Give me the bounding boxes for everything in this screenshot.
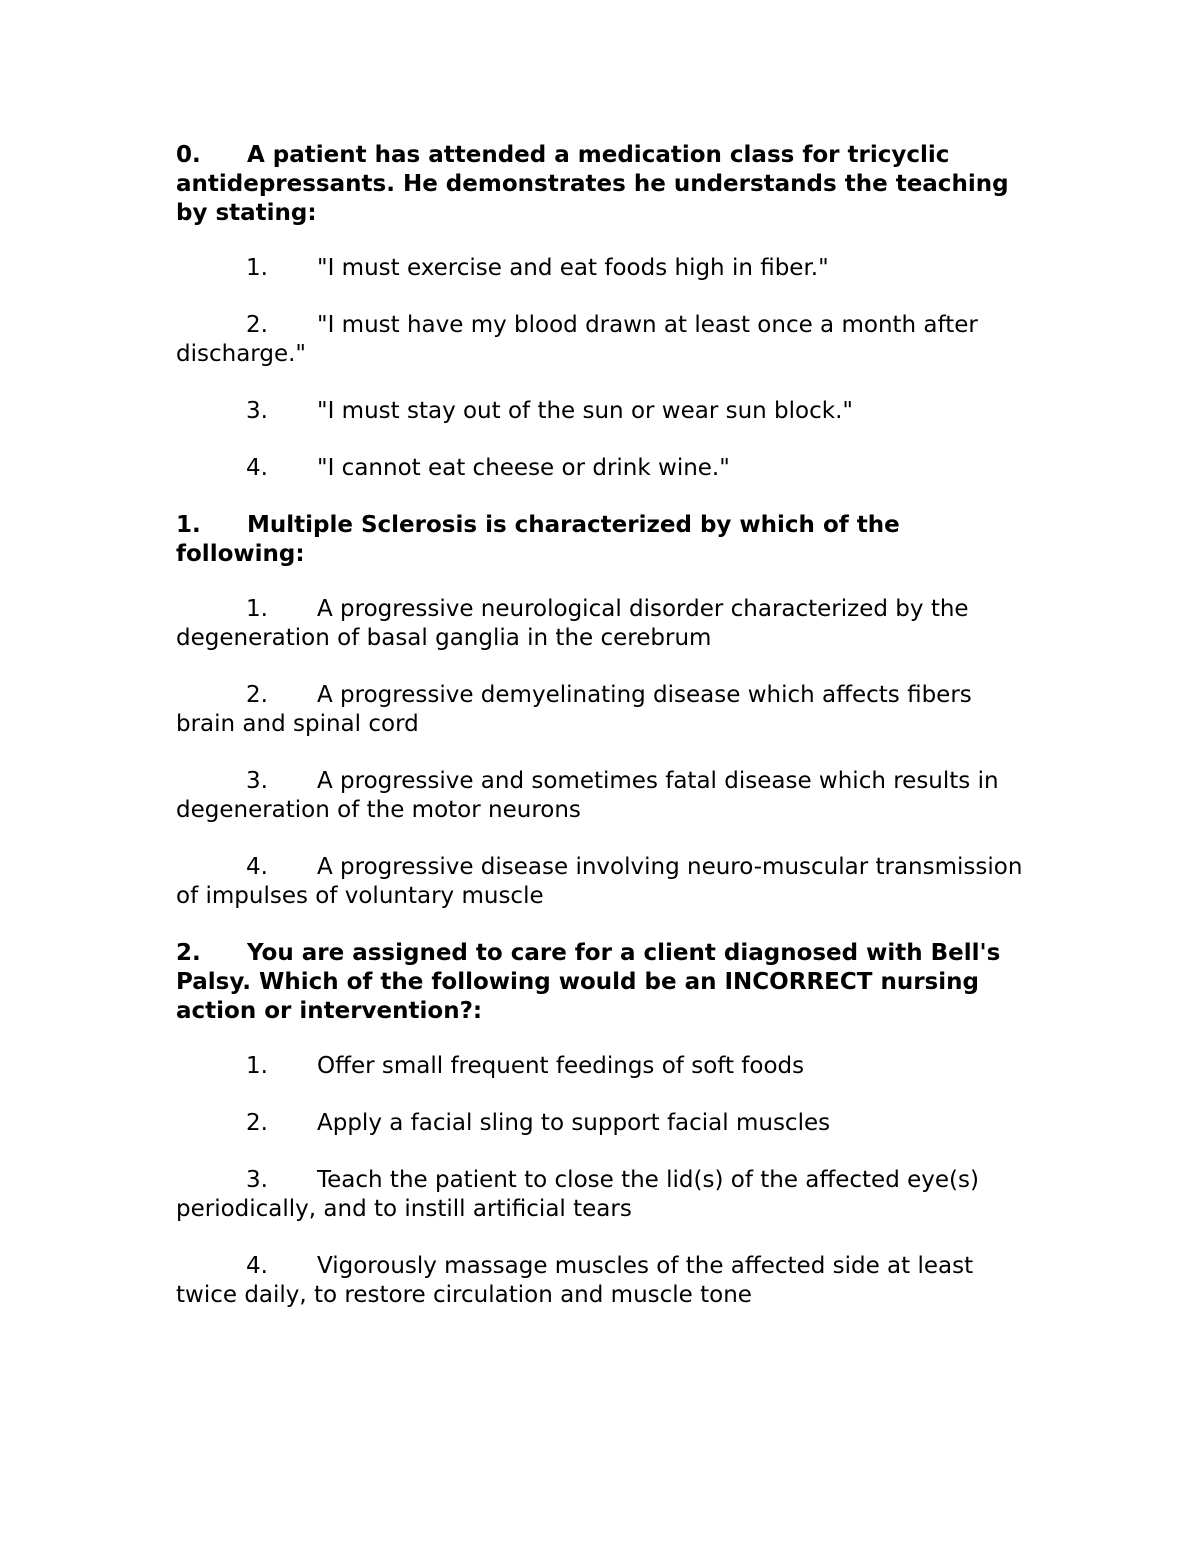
option-text: "I must have my blood drawn at least once a month after discharge." bbox=[176, 312, 978, 367]
option-number: 3. bbox=[246, 398, 268, 424]
option-number: 4. bbox=[246, 1253, 268, 1279]
option-number: 1. bbox=[246, 255, 268, 281]
document-page bbox=[176, 141, 1026, 1338]
option-number: 1. bbox=[246, 1053, 268, 1079]
option-text: "I must exercise and eat foods high in fiber." bbox=[317, 255, 829, 281]
option-text: Apply a facial sling to support facial muscles bbox=[317, 1110, 831, 1136]
question-block-1 bbox=[176, 511, 1026, 911]
question-stem bbox=[176, 939, 1026, 1026]
option-text: A progressive neurological disorder characterized by the degeneration of basal ganglia in the cerebrum bbox=[176, 596, 969, 651]
answer-option bbox=[176, 311, 1026, 369]
option-text: Vigorously massage muscles of the affected side at least twice daily, to restore circulation and muscle tone bbox=[176, 1253, 974, 1308]
option-number: 3. bbox=[246, 1167, 268, 1193]
question-number: 0. bbox=[176, 142, 201, 168]
option-number: 2. bbox=[246, 682, 268, 708]
option-text: A progressive demyelinating disease which affects fibers brain and spinal cord bbox=[176, 682, 972, 737]
answer-option bbox=[176, 1252, 1026, 1310]
option-text: "I cannot eat cheese or drink wine." bbox=[317, 455, 730, 481]
answer-option bbox=[176, 1052, 1026, 1081]
answer-option bbox=[176, 397, 1026, 426]
option-text: Offer small frequent feedings of soft foods bbox=[317, 1053, 805, 1079]
question-stem bbox=[176, 511, 1026, 569]
question-block-0 bbox=[176, 141, 1026, 483]
question-number: 2. bbox=[176, 940, 201, 966]
answer-option bbox=[176, 767, 1026, 825]
option-text: A progressive and sometimes fatal disease which results in degeneration of the motor neurons bbox=[176, 768, 999, 823]
answer-option bbox=[176, 254, 1026, 283]
answer-option bbox=[176, 853, 1026, 911]
question-text: A patient has attended a medication class for tricyclic antidepressants. He demonstrates he understands the teaching by stating: bbox=[176, 142, 1009, 226]
option-text: "I must stay out of the sun or wear sun block." bbox=[317, 398, 853, 424]
question-text: Multiple Sclerosis is characterized by which of the following: bbox=[176, 512, 900, 567]
option-number: 1. bbox=[246, 596, 268, 622]
answer-option bbox=[176, 1109, 1026, 1138]
option-number: 3. bbox=[246, 768, 268, 794]
option-number: 2. bbox=[246, 312, 268, 338]
option-number: 4. bbox=[246, 455, 268, 481]
option-text: A progressive disease involving neuro-muscular transmission of impulses of voluntary muscle bbox=[176, 854, 1023, 909]
option-number: 2. bbox=[246, 1110, 268, 1136]
answer-option bbox=[176, 1166, 1026, 1224]
question-number: 1. bbox=[176, 512, 201, 538]
option-number: 4. bbox=[246, 854, 268, 880]
question-block-2 bbox=[176, 939, 1026, 1310]
question-stem bbox=[176, 141, 1026, 228]
option-text: Teach the patient to close the lid(s) of the affected eye(s) periodically, and to instill artificial tears bbox=[176, 1167, 979, 1222]
answer-option bbox=[176, 595, 1026, 653]
answer-option bbox=[176, 681, 1026, 739]
question-text: You are assigned to care for a client diagnosed with Bell's Palsy. Which of the following would be an INCORRECT nursing action or intervention?: bbox=[176, 940, 1001, 1024]
answer-option bbox=[176, 454, 1026, 483]
